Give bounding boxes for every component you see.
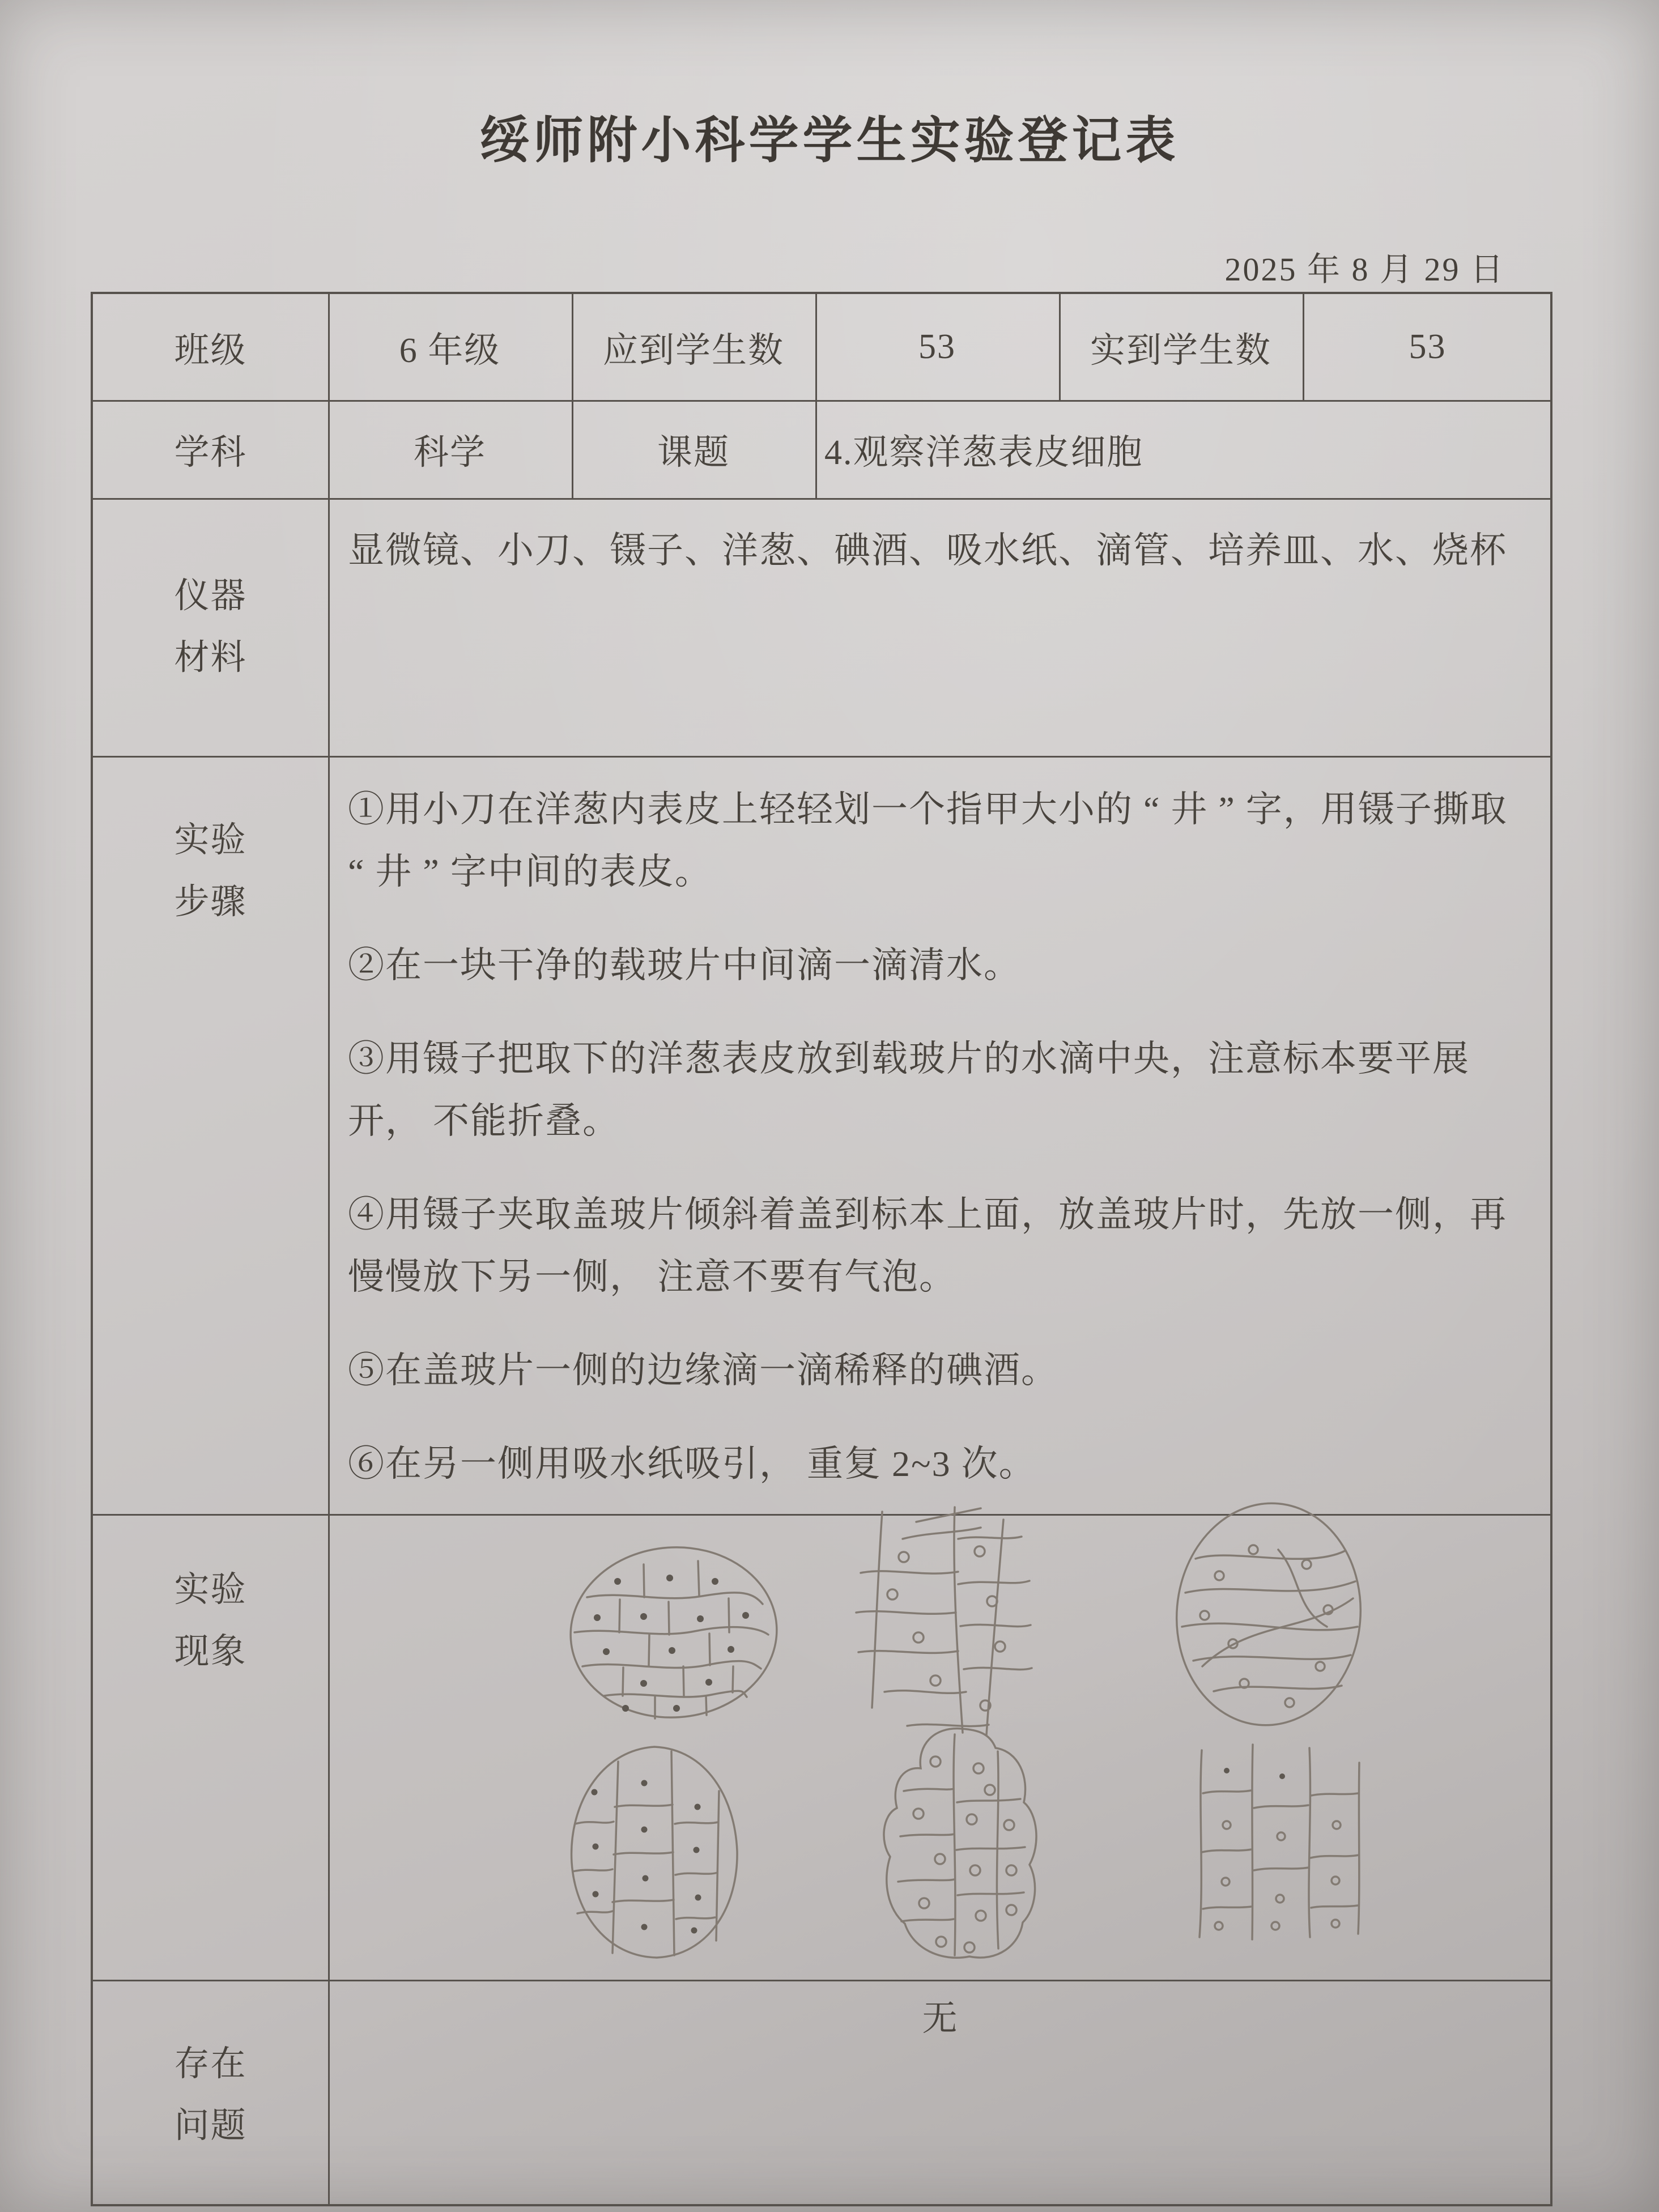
equipment-label-line1: 仪器 [174, 577, 247, 615]
blob-nucleus-cells-sketch [849, 1722, 1070, 1966]
steps-content [348, 779, 1535, 1509]
oval-brick-cells-sketch [563, 1541, 784, 1725]
phenomena-label [93, 1514, 328, 1980]
steps-label-line2: 步骤 [174, 882, 247, 921]
mesh-cells-sketch [849, 1504, 1036, 1742]
column-cells-sketch [1167, 1739, 1371, 1943]
steps-label [93, 756, 328, 1514]
class-label: 班级 [174, 331, 247, 370]
subject-label: 学科 [174, 433, 247, 472]
problems-label-line2: 问题 [174, 2106, 247, 2145]
step-item: ⑤在盖玻片一侧的边缘滴一滴稀释的碘酒。 [348, 1350, 1058, 1390]
problems-label-text [174, 2034, 246, 2156]
column-divider [328, 294, 330, 2204]
form-table [91, 292, 1552, 2206]
equipment-label-line2: 材料 [174, 638, 247, 677]
phenomena-label-line2: 现象 [174, 1632, 247, 1671]
actual-students-value: 53 [1409, 327, 1447, 366]
actual-students-label: 实到学生数 [1090, 331, 1271, 370]
expected-students-value: 53 [918, 327, 956, 366]
problems-label-line1: 存在 [174, 2045, 247, 2083]
class-value: 6 年级 [399, 331, 501, 370]
oval-wavy-cells-sketch [1158, 1495, 1379, 1733]
step-item: ⑥在另一侧用吸水纸吸引， 重复 2~3 次。 [348, 1444, 1036, 1484]
dome-column-cells-sketch [543, 1739, 764, 1966]
step-item: ④用镊子夹取盖玻片倾斜着盖到标本上面，放盖玻片时，先放一侧，再慢慢放下另一侧， 注意不要有气泡。 [348, 1194, 1507, 1297]
topic-label: 课题 [657, 433, 730, 472]
subject-value: 科学 [413, 433, 486, 472]
equipment-label [93, 498, 328, 756]
step-item: ②在一块干净的载玻片中间滴一滴清水。 [348, 945, 1021, 985]
problems-value: 无 [922, 2000, 959, 2038]
equipment-content: 显微镜、小刀、镊子、洋葱、碘酒、吸水纸、滴管、培养皿、水、烧杯 [348, 530, 1507, 571]
step-item: ③用镊子把取下的洋葱表皮放到载玻片的水滴中央，注意标本要平展开， 不能折叠。 [348, 1039, 1470, 1141]
steps-label-text [174, 810, 246, 933]
phenomena-label-line1: 实验 [174, 1571, 247, 1609]
topic-value: 4.观察洋葱表皮细胞 [824, 433, 1143, 472]
expected-students-label: 应到学生数 [602, 331, 784, 370]
page-title: 绥师附小科学学生实验登记表 [479, 114, 1180, 169]
step-item: ①用小刀在洋葱内表皮上轻轻划一个指甲大小的 “ 井 ” 字，用镊子撕取 “ 井 ” 字中间的表皮。 [348, 789, 1508, 892]
steps-label-line1: 实验 [174, 821, 247, 860]
date-line: 2025 年 8 月 29 日 [1224, 251, 1505, 288]
phenomena-label-text [174, 1559, 246, 1682]
problems-label [93, 1980, 328, 2204]
equipment-label-text [174, 565, 246, 688]
